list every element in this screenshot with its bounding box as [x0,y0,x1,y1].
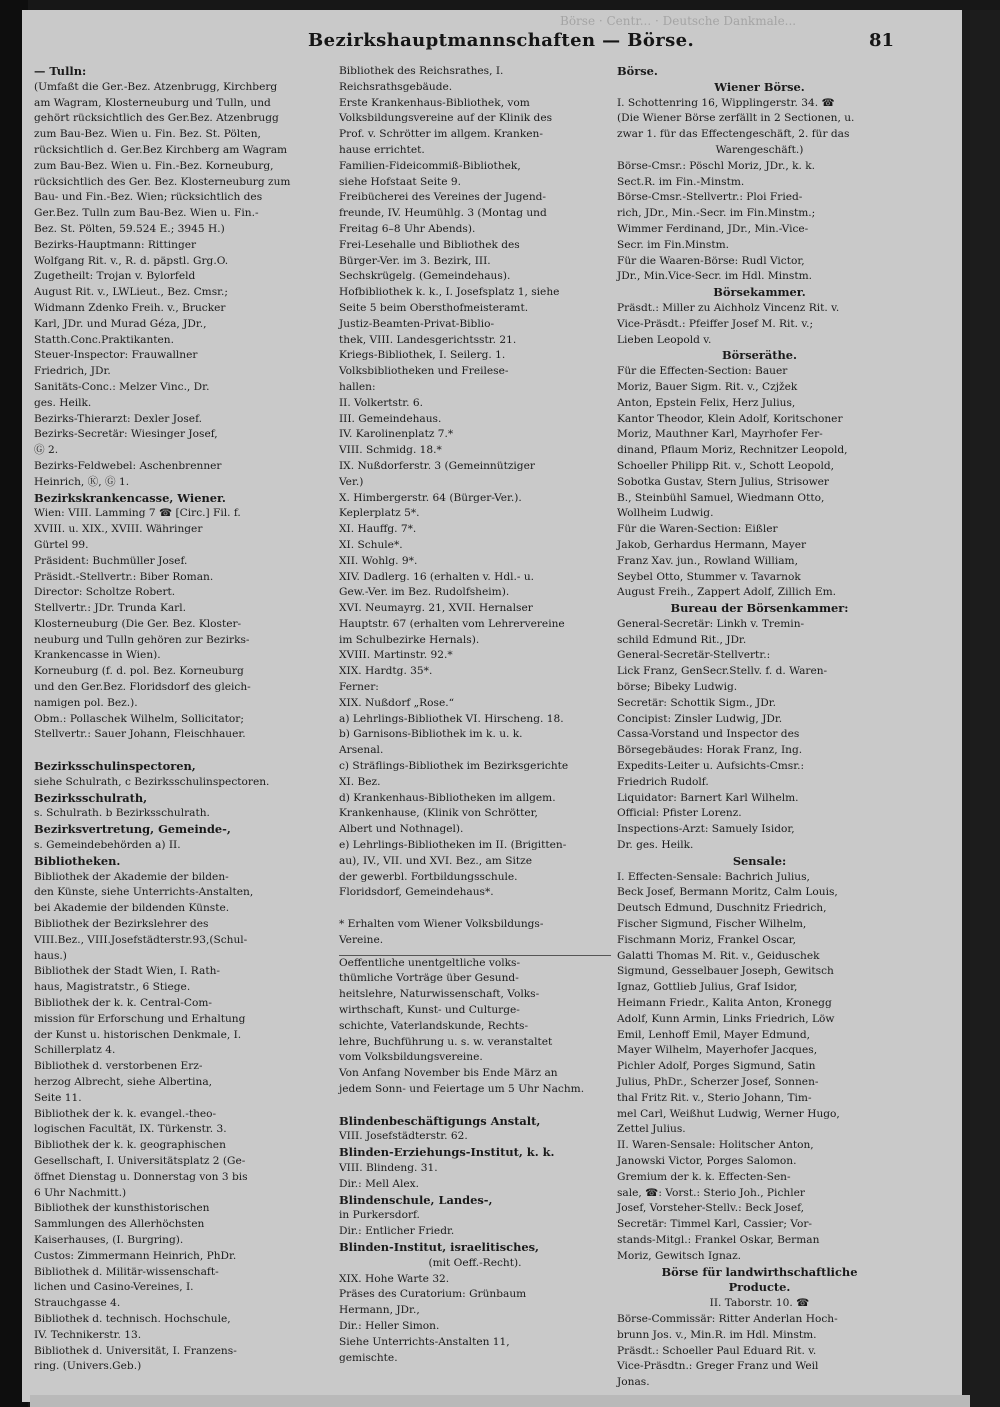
text-line: gemischte. [339,1351,398,1364]
text-line: General-Secretär: Linkh v. Tremin- [617,617,805,630]
text-line: am Wagram, Klosterneuburg und Tulln, und [34,96,271,109]
text-line: Mayer Wilhelm, Mayerhofer Jacques, [617,1044,818,1057]
text-line: Frei-Lesehalle und Bibliothek des [339,238,520,251]
text-line: herzog Albrecht, siehe Albertina, [34,1076,213,1088]
text-line: Vice-Präsdt.: Pfeiffer Josef M. Rit. v.; [617,317,814,330]
entry-heading: Blindenschule, Landes-, [339,1192,493,1207]
entry-heading: Börse. [617,64,658,78]
text-line: Albert und Nothnagel). [339,823,464,836]
text-line: General-Secretär-Stellvertr.: [617,649,771,662]
text-line: Expedits-Leiter u. Aufsichts-Cmsr.: [617,760,805,773]
text-line: zum Bau-Bez. Wien u. Fin.-Bez. Korneuburg, [34,159,274,172]
text-line: rücksichtlich d. Ger.Bez Kirchberg am Wagram [34,143,288,156]
text-line: (mit Oeff.-Recht). [428,1256,522,1269]
text-line: Moriz, Gewitsch Ignaz. [617,1249,742,1262]
text-line: Bürger-Ver. im 3. Bezirk, III. [339,254,491,267]
text-line: Börse-Cmsr.-Stellvertr.: Ploi Fried- [617,191,803,204]
page-edge-right [962,10,1000,1407]
text-line: XI. Bez. [339,775,381,788]
text-line: Kaiserhauses, (I. Burgring). [34,1233,184,1246]
text-line: Deutsch Edmund, Duschnitz Friedrich, [617,902,827,915]
text-line: Bibliothek der k. k. geographischen [34,1139,226,1152]
entry-heading: Börseräthe. [721,348,798,363]
text-line: IV. Technikerstr. 13. [34,1328,142,1341]
text-line: Wien: VIII. Lamming 7 ☎ [Circ.] Fil. f. [34,507,241,520]
page-bottom-edge [30,1395,970,1407]
text-line: Liquidator: Barnert Karl Wilhelm. [617,791,799,804]
entry-heading: Bezirksschulinspectoren, [34,759,196,774]
text-line: Volksbibliotheken und Freilese- [339,365,509,378]
text-line: Secr. im Fin.Minstm. [617,238,729,251]
text-line: zwar 1. für das Effectengeschäft, 2. für das [617,128,850,141]
text-line: VIII.Bez., VIII.Josefstädterstr.93,(Schul- [34,933,248,946]
text-line: II. Waren-Sensale: Holitscher Anton, [617,1139,814,1152]
text-line: Bibliothek der Stadt Wien, I. Rath- [34,965,220,978]
text-line: Bau- und Fin.-Bez. Wien; rücksichtlich des [34,191,263,204]
text-line: I. Schottenring 16, Wipplingerstr. 34. ☎ [617,96,835,109]
text-line: Präses des Curatorium: Grünbaum [339,1288,527,1301]
text-line: Reichsrathsgebäude. [339,80,453,93]
text-line: Bibliothek d. Militär-wissenschaft- [34,1265,219,1278]
text-line: Zugetheilt: Trojan v. Bylorfeld [34,270,196,283]
text-line: Schillerplatz 4. [34,1044,116,1057]
text-line: dinand, Pflaum Moriz, Rechnitzer Leopold, [617,444,848,457]
text-line: Familien-Fideicommiß-Bibliothek, [339,159,521,172]
text-line: Bibliothek der k. k. evangel.-theo- [34,1107,217,1120]
text-line: Vice-Präsdtn.: Greger Franz und Weil [617,1360,819,1373]
text-line: Gesellschaft, I. Universitätsplatz 2 (Ge- [34,1154,246,1167]
text-line: XIV. Dadlerg. 16 (erhalten v. Hdl.- u. [339,570,535,583]
text-line: Fischmann Moriz, Frankel Oscar, [617,933,796,946]
text-line: XVIII. Martinstr. 92.* [339,649,453,662]
entry-heading: Producte. [728,1280,791,1295]
text-line: Cassa-Vorstand und Inspector des [617,728,800,741]
text-line: Bezirks-Feldwebel: Aschenbrenner [34,459,222,472]
text-line: Prof. v. Schrötter im allgem. Kranken- [339,128,543,141]
text-line: ring. (Univers.Geb.) [34,1360,142,1373]
text-line: Bezirks-Secretär: Wiesinger Josef, [34,428,218,441]
text-line: Justiz-Beamten-Privat-Biblio- [339,317,495,330]
text-line: Bibliothek d. verstorbenen Erz- [34,1060,203,1073]
text-line: Moriz, Bauer Sigm. Rit. v., Czjžek [617,380,798,393]
text-line: Bezirks-Thierarzt: Dexler Josef. [34,412,202,425]
text-line: thümliche Vorträge über Gesund- [339,972,519,985]
text-line: Krankencasse in Wien). [34,649,161,662]
text-line: Ferner: [339,681,379,694]
text-line: Schoeller Philipp Rit. v., Schott Leopold, [617,459,835,472]
text-line: (Umfaßt die Ger.-Bez. Atzenbrugg, Kirchberg [34,80,278,93]
text-line: Janowski Victor, Porges Salomon. [617,1154,797,1167]
text-line: im Schulbezirke Hernals). [339,633,480,646]
text-line: Stellvertr.: JDr. Trunda Karl. [34,602,187,615]
text-line: c) Sträflings-Bibliothek im Bezirksgerichte [339,760,569,773]
text-column-right [617,64,902,1389]
text-line: XI. Hauffg. 7*. [339,523,417,536]
text-line: Für die Waaren-Börse: Rudl Victor, [617,254,805,267]
text-line: Präsident: Buchmüller Josef. [34,554,188,567]
text-line: Dr. ges. Heilk. [617,839,694,852]
text-line: Börsegebäudes: Horak Franz, Ing. [617,744,803,757]
text-line: XI. Schule*. [339,538,403,551]
text-line: mission für Erforschung und Erhaltung [34,1012,246,1025]
text-line: Für die Effecten-Section: Bauer [617,365,788,378]
text-line: Gew.-Ver. im Bez. Rudolfsheim). [339,586,510,599]
text-line: Oeffentliche unentgeltliche volks- [339,955,611,972]
text-line: Heinrich, Ⓚ, Ⓖ 1. [34,475,130,488]
text-line: Bibliothek d. Universität, I. Franzens- [34,1344,237,1357]
text-line: Secretär: Schottik Sigm., JDr. [617,696,777,709]
text-line: XIX. Hardtg. 35*. [339,665,433,678]
text-line: VIII. Josefstädterstr. 62. [339,1130,468,1143]
text-line: II. Volkertstr. 6. [339,396,423,409]
text-line: schild Edmund Rit., JDr. [617,633,747,646]
text-line: Lieben Leopold v. [617,333,712,346]
entry-heading: Sensale: [732,853,787,868]
text-line: thek, VIII. Landesgerichtsstr. 21. [339,333,517,346]
text-line: Sigmund, Gesselbauer Joseph, Gewitsch [617,965,834,978]
text-line: vom Volksbildungsvereine. [339,1051,483,1064]
text-line: Moriz, Mauthner Karl, Mayrhofer Fer- [617,428,823,441]
text-line: Bibliothek der kunsthistorischen [34,1202,210,1215]
text-line: Julius, PhDr., Scherzer Josef, Sonnen- [617,1076,819,1088]
text-line: IX. Nußdorferstr. 3 (Gemeinnütziger [339,459,535,472]
text-line: stands-Mitgl.: Frankel Oskar, Berman [617,1233,820,1246]
text-line: heitslehre, Naturwissenschaft, Volks- [339,988,540,1001]
text-line: Stellvertr.: Sauer Johann, Fleischhauer. [34,728,246,741]
entry-heading: Bibliotheken. [34,853,121,868]
text-line: Kriegs-Bibliothek, I. Seilerg. 1. [339,349,506,362]
text-line: Wimmer Ferdinand, JDr., Min.-Vice- [617,222,809,235]
text-line: Ver.) [339,475,364,488]
text-line: * Erhalten vom Wiener Volksbildungs- [339,918,544,931]
text-line: VIII. Blindeng. 31. [339,1161,438,1174]
text-line: Bezirks-Hauptmann: Rittinger [34,238,197,251]
text-line: s. Gemeindebehörden a) II. [34,839,181,852]
text-line: rücksichtlich des Ger. Bez. Klosterneuburg zum [34,175,291,188]
text-line: Sanitäts-Conc.: Melzer Vinc., Dr. [34,380,210,393]
text-line: JDr., Min.Vice-Secr. im Hdl. Minstm. [617,270,813,283]
text-line: s. Schulrath. b Bezirksschulrath. [34,807,210,820]
text-line: haus, Magistratstr., 6 Stiege. [34,981,191,994]
text-line: Obm.: Pollaschek Wilhelm, Sollicitator; [34,712,244,725]
text-line: Gürtel 99. [34,538,89,551]
text-line: neuburg und Tulln gehören zur Bezirks- [34,633,250,646]
text-line: Zettel Julius. [617,1123,686,1136]
text-line: Kantor Theodor, Klein Adolf, Koritschoner [617,412,843,425]
text-line: in Purkersdorf. [339,1209,420,1222]
text-line: Seite 5 beim Obersthofmeisteramt. [339,301,529,314]
text-line: Ignaz, Gottlieb Julius, Graf Isidor, [617,981,798,994]
text-line: rich, JDr., Min.-Secr. im Fin.Minstm.; [617,207,816,220]
text-line: Karl, JDr. und Murad Géza, JDr., [34,317,207,330]
text-line: börse; Bibeky Ludwig. [617,681,738,694]
text-line: d) Krankenhaus-Bibliotheken im allgem. [339,791,556,804]
text-line: brunn Jos. v., Min.R. im Hdl. Minstm. [617,1328,817,1341]
text-line: XVI. Neumayrg. 21, XVII. Hernalser [339,602,533,615]
text-line: VIII. Schmidg. 18.* [339,444,442,457]
text-line: Korneuburg (f. d. pol. Bez. Korneuburg [34,665,244,678]
text-line: Bibliothek der Akademie der bilden- [34,870,229,883]
text-line: Bibliothek des Reichsrathes, I. [339,65,504,77]
text-line: lichen und Casino-Vereines, I. [34,1281,194,1294]
text-line: Vereine. [339,933,384,946]
text-line: Börse-Commissär: Ritter Anderlan Hoch- [617,1312,838,1325]
text-line: Franz Xav. jun., Rowland William, [617,554,798,567]
text-line: I. Effecten-Sensale: Bachrich Julius, [617,870,810,883]
text-line: Heimann Friedr., Kalita Anton, Kronegg [617,997,832,1010]
text-line: August Rit. v., LWLieut., Bez. Cmsr.; [34,286,228,299]
text-line: II. Taborstr. 10. ☎ [709,1297,810,1310]
text-line: Hofbibliothek k. k., I. Josefsplatz 1, siehe [339,286,560,299]
text-line: au), IV., VII. und XVI. Bez., am Sitze [339,854,532,867]
running-title: Bezirkshauptmannschaften — Börse. [308,30,695,51]
text-line [339,1098,611,1114]
text-line: Börse-Cmsr.: Pöschl Moriz, JDr., k. k. [617,159,816,172]
text-line: schichte, Vaterlandskunde, Rechts- [339,1019,529,1032]
text-line: IV. Karolinenplatz 7.* [339,428,454,441]
text-line: XIX. Nußdorf „Rose.“ [339,696,455,709]
text-line: XII. Wohlg. 9*. [339,554,418,567]
text-line: Volksbildungsvereine auf der Klinik des [339,112,553,125]
entry-heading: Wiener Börse. [714,79,805,94]
text-line: X. Himbergerstr. 64 (Bürger-Ver.). [339,491,522,504]
text-line: Gremium der k. k. Effecten-Sen- [617,1170,791,1183]
text-line: XVIII. u. XIX., XVIII. Währinger [34,523,203,536]
page-number: 81 [869,30,895,51]
entry-heading: Blinden-Institut, israelitisches, [339,1239,539,1254]
text-line: Widmann Zdenko Freih. v., Brucker [34,301,226,314]
text-line: a) Lehrlings-Bibliothek VI. Hirscheng. 18. [339,712,564,725]
text-line: Official: Pfister Lorenz. [617,807,742,820]
text-line: der Kunst u. historischen Denkmale, I. [34,1028,242,1041]
bleed-through-text: Börse · Centr... · Deutsche Dankmale... [560,14,797,28]
text-line: Arsenal. [339,744,384,757]
text-line: Präsdt.: Miller zu Aichholz Vincenz Rit. v. [617,301,840,314]
text-line: Josef, Vorsteher-Stellv.: Beck Josef, [617,1202,805,1215]
text-line: (Die Wiener Börse zerfällt in 2 Sectionen, u. [617,112,855,125]
text-line: Friedrich Rudolf. [617,775,709,788]
text-line: Sobotka Gustav, Stern Julius, Strisower [617,475,829,488]
text-line: Wolfgang Rit. v., R. d. päpstl. Grg.O. [34,254,229,267]
page-header [46,28,916,56]
text-line: haus.) [34,949,67,962]
text-line: Bibliothek d. technisch. Hochschule, [34,1312,231,1325]
text-line: und den Ger.Bez. Floridsdorf des gleich- [34,681,251,694]
text-line: Jonas. [617,1376,650,1389]
text-line: Dir.: Entlicher Friedr. [339,1225,455,1238]
text-line: Custos: Zimmermann Heinrich, PhDr. [34,1249,237,1262]
text-line: Sammlungen des Allerhöchsten [34,1218,205,1231]
entry-heading: — Tulln: [34,64,87,78]
entry-heading: Blindenbeschäftigungs Anstalt, [339,1113,541,1128]
text-line: Beck Josef, Bermann Moritz, Calm Louis, [617,886,838,899]
text-line: Präsidt.-Stellvertr.: Biber Roman. [34,570,214,583]
text-line: thal Fritz Rit. v., Sterio Johann, Tim- [617,1091,812,1104]
text-line: Ⓖ 2. [34,444,59,457]
text-line: mel Carl, Weißhut Ludwig, Werner Hugo, [617,1107,840,1120]
text-line [34,743,334,759]
text-line: sale, ☎: Vorst.: Sterio Joh., Pichler [617,1186,805,1199]
text-line: Freitag 6–8 Uhr Abends). [339,222,476,235]
entry-heading: Bureau der Börsenkammer: [670,601,849,616]
text-line: Klosterneuburg (Die Ger. Bez. Kloster- [34,617,242,630]
text-line: gehört rücksichtlich des Ger.Bez. Atzenbrugg [34,112,279,125]
text-line: Freibücherei des Vereines der Jugend- [339,191,546,204]
text-line: bei Akademie der bildenden Künste. [34,902,230,915]
text-line: Anton, Epstein Felix, Herz Julius, [617,396,796,409]
text-line: freunde, IV. Heumühlg. 3 (Montag und [339,207,547,220]
text-line: siehe Hofstaat Seite 9. [339,175,461,188]
text-line: Secretär: Timmel Karl, Cassier; Vor- [617,1218,813,1231]
text-line: den Künste, siehe Unterrichts-Anstalten, [34,886,254,899]
text-line: Wollheim Ludwig. [617,507,714,520]
text-line: Emil, Lenhoff Emil, Mayer Edmund, [617,1028,811,1041]
text-line: Steuer-Inspector: Frauwallner [34,349,198,362]
text-line: siehe Schulrath, c Bezirksschulinspectoren. [34,775,270,788]
text-line: Concipist: Zinsler Ludwig, JDr. [617,712,783,725]
text-line: b) Garnisons-Bibliothek im k. u. k. [339,728,523,741]
text-line: ges. Heilk. [34,396,92,409]
text-line: lehre, Buchführung u. s. w. veranstaltet [339,1035,553,1048]
text-line: der gewerbl. Fortbildungsschule. [339,870,518,883]
text-line: Bez. St. Pölten, 59.524 E.; 3945 H.) [34,222,225,235]
entry-heading: Börse für landwirthschaftliche [661,1264,858,1279]
text-line: Dir.: Heller Simon. [339,1319,440,1332]
text-line: Keplerplatz 5*. [339,507,420,520]
text-line: Sect.R. im Fin.-Minstm. [617,175,745,188]
text-line: Krankenhause, (Klinik von Schrötter, [339,807,538,820]
text-line: Bibliothek der Bezirkslehrer des [34,918,209,931]
text-line: Präsdt.: Schoeller Paul Eduard Rit. v. [617,1344,817,1357]
text-line: Seite 11. [34,1091,82,1104]
text-line: e) Lehrlings-Bibliotheken im II. (Brigitten- [339,839,567,852]
text-line: Statth.Conc.Praktikanten. [34,333,174,346]
entry-heading: Börsekammer. [713,285,806,300]
text-line: logischen Facultät, IX. Türkenstr. 3. [34,1123,227,1136]
entry-heading: Blinden-Erziehungs-Institut, k. k. [339,1145,555,1160]
text-line: Ger.Bez. Tulln zum Bau-Bez. Wien u. Fin.- [34,207,259,220]
text-line: Fischer Sigmund, Fischer Wilhelm, [617,918,807,931]
text-line: Galatti Thomas M. Rit. v., Geiduschek [617,949,820,962]
text-line: XIX. Hohe Warte 32. [339,1272,450,1285]
text-line: Inspections-Arzt: Samuely Isidor, [617,823,795,836]
text-column-middle [339,64,611,1364]
text-line: 6 Uhr Nachmitt.) [34,1186,127,1199]
text-line: Adolf, Kunn Armin, Links Friedrich, Löw [617,1012,835,1025]
text-line: Floridsdorf, Gemeindehaus*. [339,886,494,899]
text-line: Strauchgasse 4. [34,1297,121,1310]
text-line: Für die Waren-Section: Eißler [617,523,778,536]
text-line: Siehe Unterrichts-Anstalten 11, [339,1335,510,1348]
text-line: öffnet Dienstag u. Donnerstag von 3 bis [34,1170,248,1183]
text-line: Hauptstr. 67 (erhalten vom Lehrervereine [339,617,565,630]
text-line: Von Anfang November bis Ende März an [339,1067,558,1080]
text-line [339,901,611,917]
text-line: Friedrich, JDr. [34,365,111,378]
text-line: Hermann, JDr., [339,1304,420,1317]
text-line: Pichler Adolf, Porges Sigmund, Satin [617,1060,816,1073]
entry-heading: Bezirksschulrath, [34,790,148,805]
text-line: August Freih., Zappert Adolf, Zillich Em. [617,586,836,599]
entry-heading: Bezirksvertretung, Gemeinde-, [34,822,231,837]
text-line: wirthschaft, Kunst- und Culturge- [339,1004,520,1017]
entry-heading: Bezirkskrankencasse, Wiener. [34,490,226,505]
text-line: Dir.: Mell Alex. [339,1177,419,1190]
text-line: hallen: [339,380,376,393]
text-line: hause errichtet. [339,143,425,156]
text-column-left [34,64,334,1373]
text-line: B., Steinbühl Samuel, Wiedmann Otto, [617,491,825,504]
text-line: Director: Scholtze Robert. [34,586,176,599]
text-line: Warengeschäft.) [715,143,804,156]
text-line: namigen pol. Bez.). [34,696,138,709]
text-line: III. Gemeindehaus. [339,412,442,425]
text-line: Seybel Otto, Stummer v. Tavarnok [617,570,801,583]
text-line: Sechskrügelg. (Gemeindehaus). [339,270,511,283]
text-line: jedem Sonn- und Feiertage um 5 Uhr Nachm. [339,1083,585,1095]
text-line: zum Bau-Bez. Wien u. Fin. Bez. St. Pölten, [34,128,261,141]
text-line: Erste Krankenhaus-Bibliothek, vom [339,96,530,109]
text-line: Jakob, Gerhardus Hermann, Mayer [617,538,807,551]
text-line: Bibliothek der k. k. Central-Com- [34,997,212,1010]
text-line: Lick Franz, GenSecr.Stellv. f. d. Waren- [617,665,828,678]
